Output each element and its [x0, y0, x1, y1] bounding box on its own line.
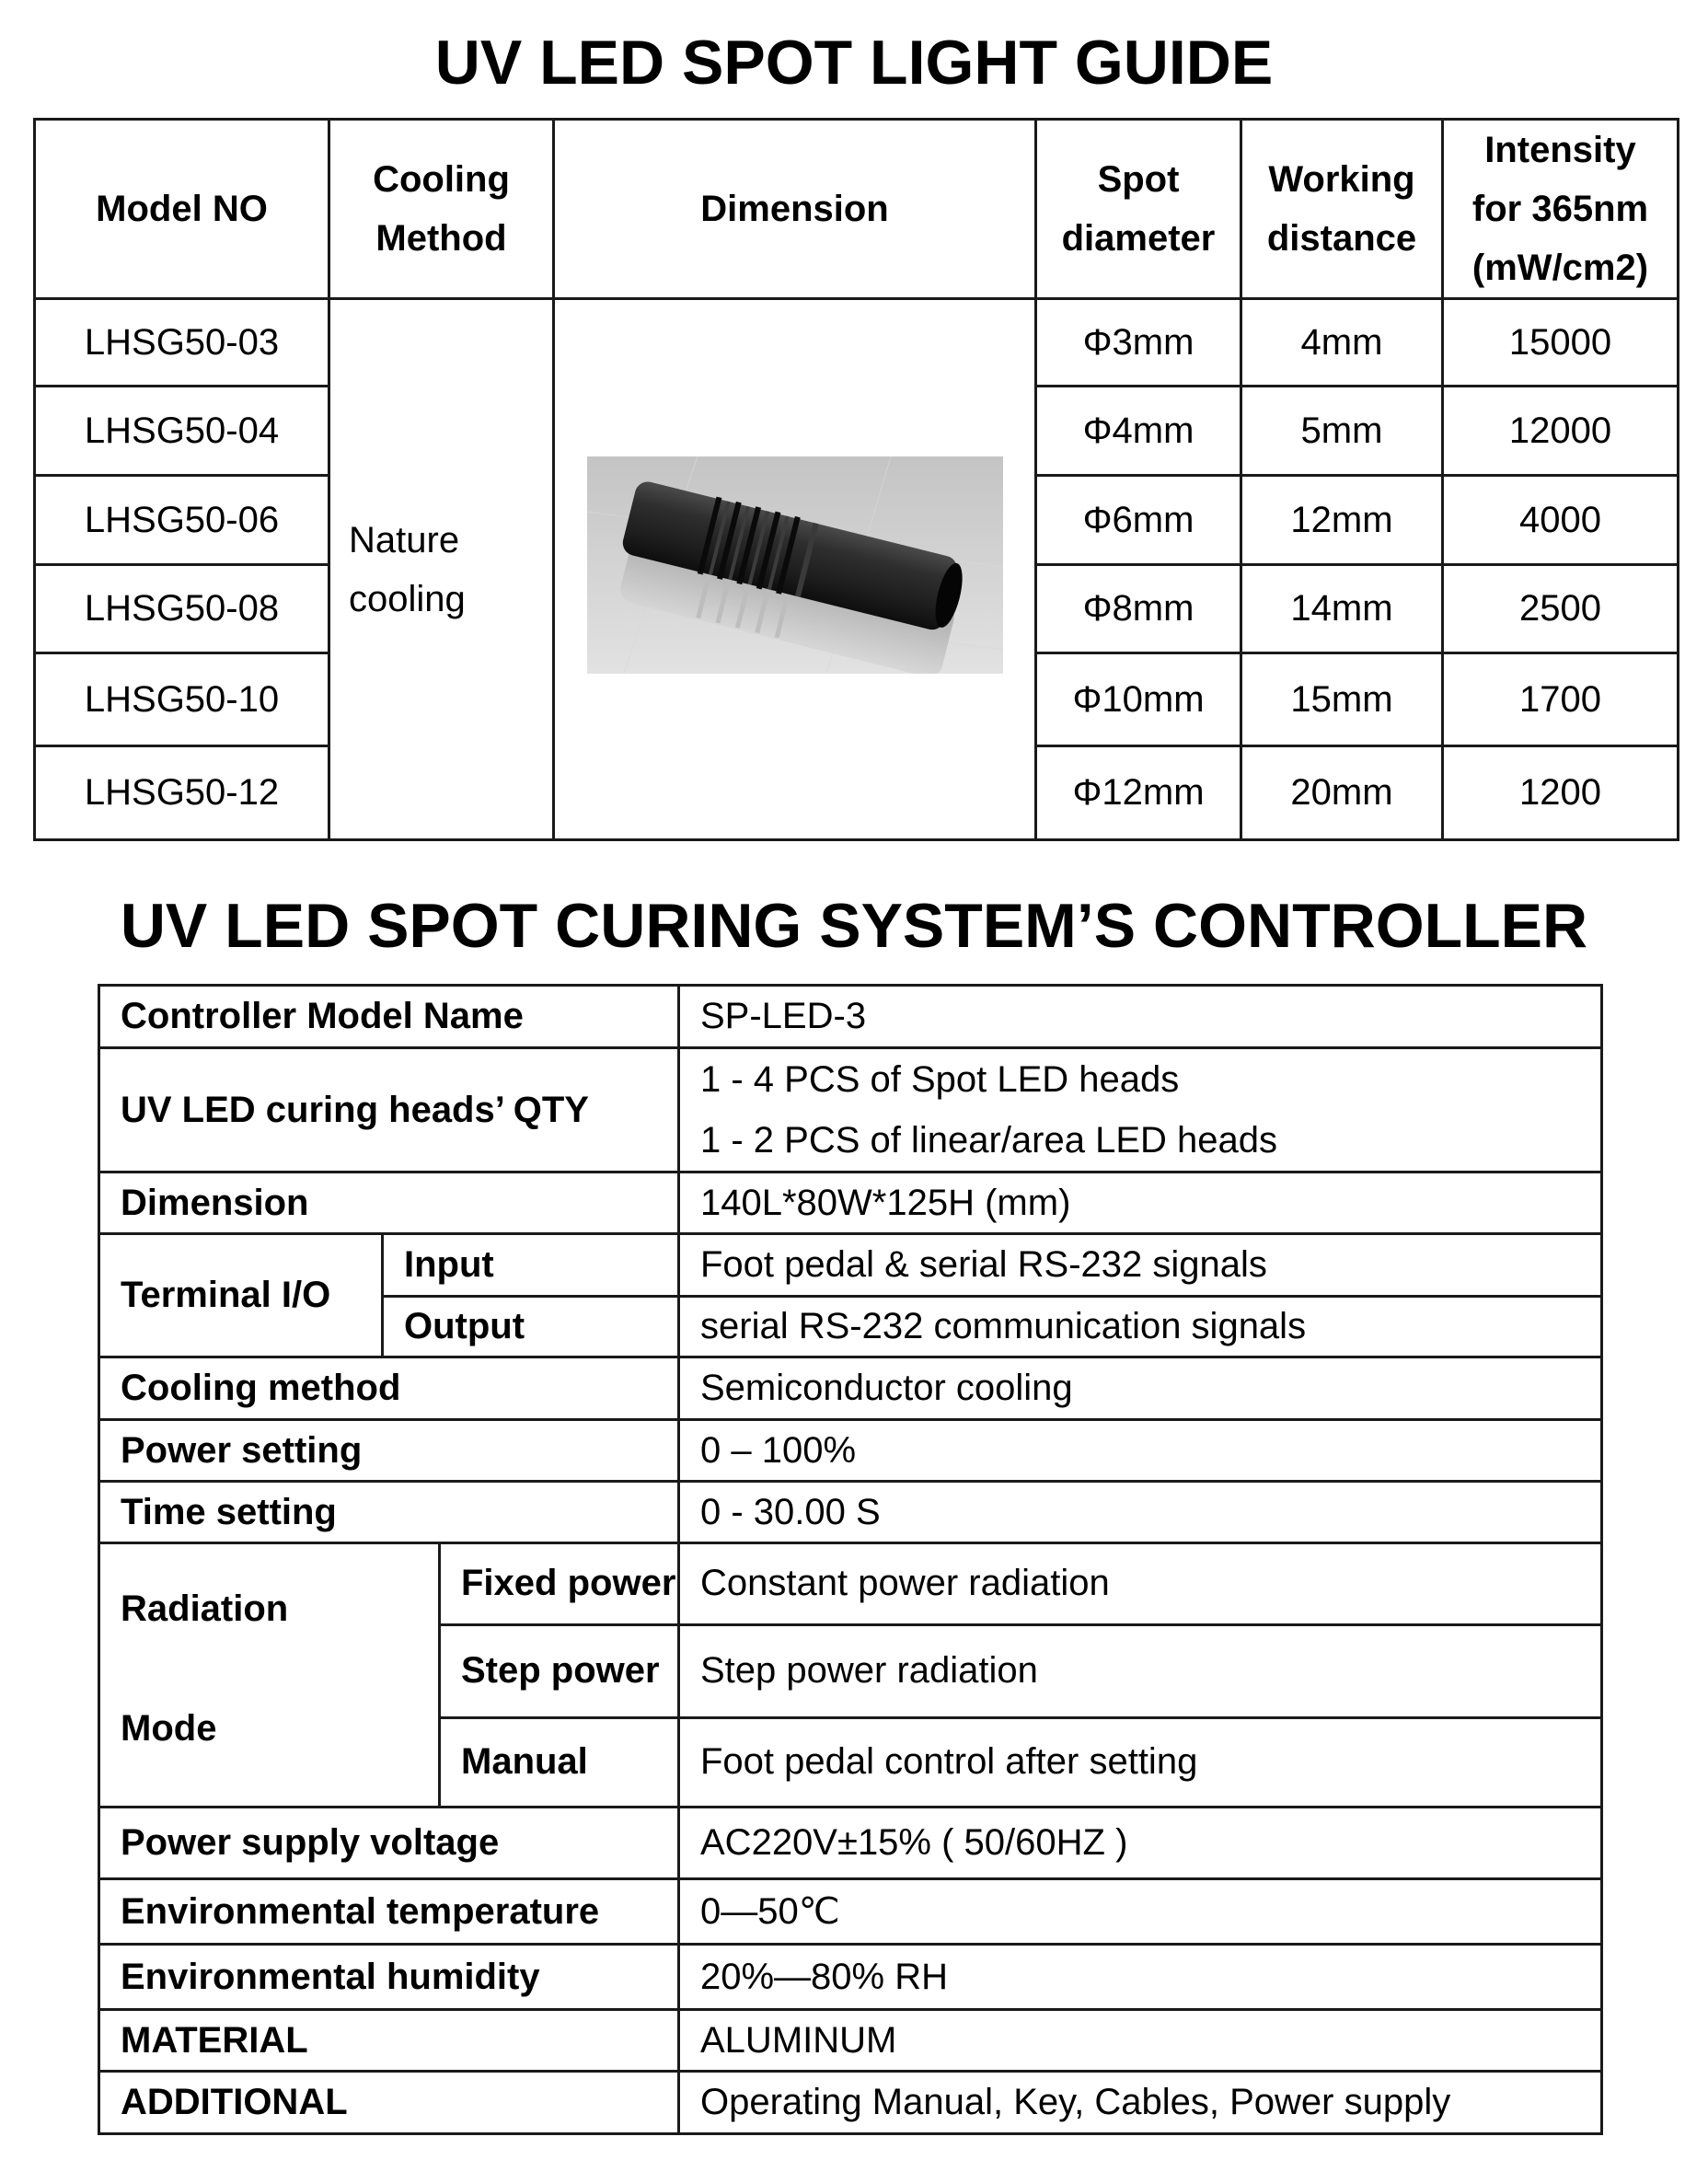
spec-value: 140L*80W*125H (mm)	[679, 1172, 1602, 1234]
spec-row-terminal-input	[99, 1234, 1602, 1297]
spec-value: Foot pedal & serial RS-232 signals	[679, 1234, 1602, 1297]
spec-row-radiation-fixed	[99, 1543, 1602, 1625]
spec-value: Operating Manual, Key, Cables, Power supply	[679, 2072, 1602, 2134]
spec-row-cooling	[99, 1357, 1602, 1420]
spec-label-terminal-io: Terminal I/O	[99, 1234, 383, 1357]
spec-label: Power supply voltage	[99, 1808, 679, 1879]
intensity-cell: 2500	[1443, 565, 1679, 653]
spec-row-time-setting	[99, 1482, 1602, 1543]
table-row	[35, 299, 1679, 387]
spec-label: MATERIAL	[99, 2010, 679, 2072]
spec-value: 20%—80% RH	[679, 1945, 1602, 2010]
spec-sublabel-output: Output	[383, 1297, 679, 1357]
spec-value: 0 - 30.00 S	[679, 1482, 1602, 1543]
table-header-row	[35, 120, 1679, 299]
model-cell: LHSG50-04	[35, 387, 329, 476]
spec-label: Time setting	[99, 1482, 679, 1543]
spot-cell: Φ10mm	[1036, 653, 1241, 746]
intensity-cell: 15000	[1443, 299, 1679, 387]
spot-light-guide-photo	[587, 456, 1003, 674]
distance-cell: 15mm	[1241, 653, 1443, 746]
spec-value: SP-LED-3	[679, 986, 1602, 1048]
spec-value: Step power radiation	[679, 1624, 1602, 1717]
spec-label: Environmental humidity	[99, 1945, 679, 2010]
spec-value: serial RS-232 communication signals	[679, 1297, 1602, 1357]
dimension-image-cell	[554, 299, 1036, 840]
spec-value: ALUMINUM	[679, 2010, 1602, 2072]
cooling-method-cell: Nature cooling	[329, 299, 554, 840]
intensity-cell: 12000	[1443, 387, 1679, 476]
spot-cell: Φ3mm	[1036, 299, 1241, 387]
spec-label: Power setting	[99, 1420, 679, 1482]
distance-cell: 20mm	[1241, 746, 1443, 840]
spec-value: 1 - 4 PCS of Spot LED heads 1 - 2 PCS of linear/area LED heads	[679, 1048, 1602, 1172]
spec-label-radiation-mode: Radiation Mode	[99, 1543, 440, 1808]
spot-cell: Φ8mm	[1036, 565, 1241, 653]
spec-row-material	[99, 2010, 1602, 2072]
distance-cell: 12mm	[1241, 476, 1443, 565]
distance-cell: 14mm	[1241, 565, 1443, 653]
spec-row-power-supply	[99, 1808, 1602, 1879]
distance-cell: 4mm	[1241, 299, 1443, 387]
spot-cell: Φ12mm	[1036, 746, 1241, 840]
spec-label: Environmental temperature	[99, 1879, 679, 1945]
spot-guide-table	[33, 118, 1679, 841]
spec-value: AC220V±15% ( 50/60HZ )	[679, 1808, 1602, 1879]
header-working-distance: Working distance	[1241, 120, 1443, 299]
spec-sublabel-manual: Manual	[440, 1717, 679, 1807]
spec-label: Controller Model Name	[99, 986, 679, 1048]
spec-row-dimension	[99, 1172, 1602, 1234]
spec-label: ADDITIONAL	[99, 2072, 679, 2134]
spec-sublabel-input: Input	[383, 1234, 679, 1297]
model-cell: LHSG50-06	[35, 476, 329, 565]
intensity-cell: 4000	[1443, 476, 1679, 565]
model-cell: LHSG50-08	[35, 565, 329, 653]
intensity-cell: 1700	[1443, 653, 1679, 746]
spec-label: Dimension	[99, 1172, 679, 1234]
spec-value: 0—50℃	[679, 1879, 1602, 1945]
model-cell: LHSG50-03	[35, 299, 329, 387]
header-model-no: Model NO	[35, 120, 329, 299]
header-cooling-method: Cooling Method	[329, 120, 554, 299]
spec-row-additional	[99, 2072, 1602, 2134]
model-cell: LHSG50-12	[35, 746, 329, 840]
spec-label: Cooling method	[99, 1357, 679, 1420]
spot-guide-title: UV LED SPOT LIGHT GUIDE	[434, 28, 1274, 98]
spec-value: Foot pedal control after setting	[679, 1717, 1602, 1807]
spec-row-model-name	[99, 986, 1602, 1048]
model-cell: LHSG50-10	[35, 653, 329, 746]
header-spot-diameter: Spot diameter	[1036, 120, 1241, 299]
spec-row-env-temperature	[99, 1879, 1602, 1945]
spec-row-heads-qty	[99, 1048, 1602, 1172]
distance-cell: 5mm	[1241, 387, 1443, 476]
spec-value: Semiconductor cooling	[679, 1357, 1602, 1420]
intensity-cell: 1200	[1443, 746, 1679, 840]
spec-label: UV LED curing heads’ QTY	[99, 1048, 679, 1172]
spec-value: Constant power radiation	[679, 1543, 1602, 1625]
spec-sublabel-step-power: Step power	[440, 1624, 679, 1717]
spec-row-env-humidity	[99, 1945, 1602, 2010]
header-intensity: Intensity for 365nm (mW/cm2)	[1443, 120, 1679, 299]
spot-cell: Φ4mm	[1036, 387, 1241, 476]
spec-row-power-setting	[99, 1420, 1602, 1482]
controller-title: UV LED SPOT CURING SYSTEM’S CONTROLLER	[120, 891, 1588, 961]
spec-sublabel-fixed-power: Fixed power	[440, 1543, 679, 1625]
spec-value: 0 – 100%	[679, 1420, 1602, 1482]
controller-spec-table	[98, 984, 1603, 2135]
spot-cell: Φ6mm	[1036, 476, 1241, 565]
header-dimension: Dimension	[554, 120, 1036, 299]
